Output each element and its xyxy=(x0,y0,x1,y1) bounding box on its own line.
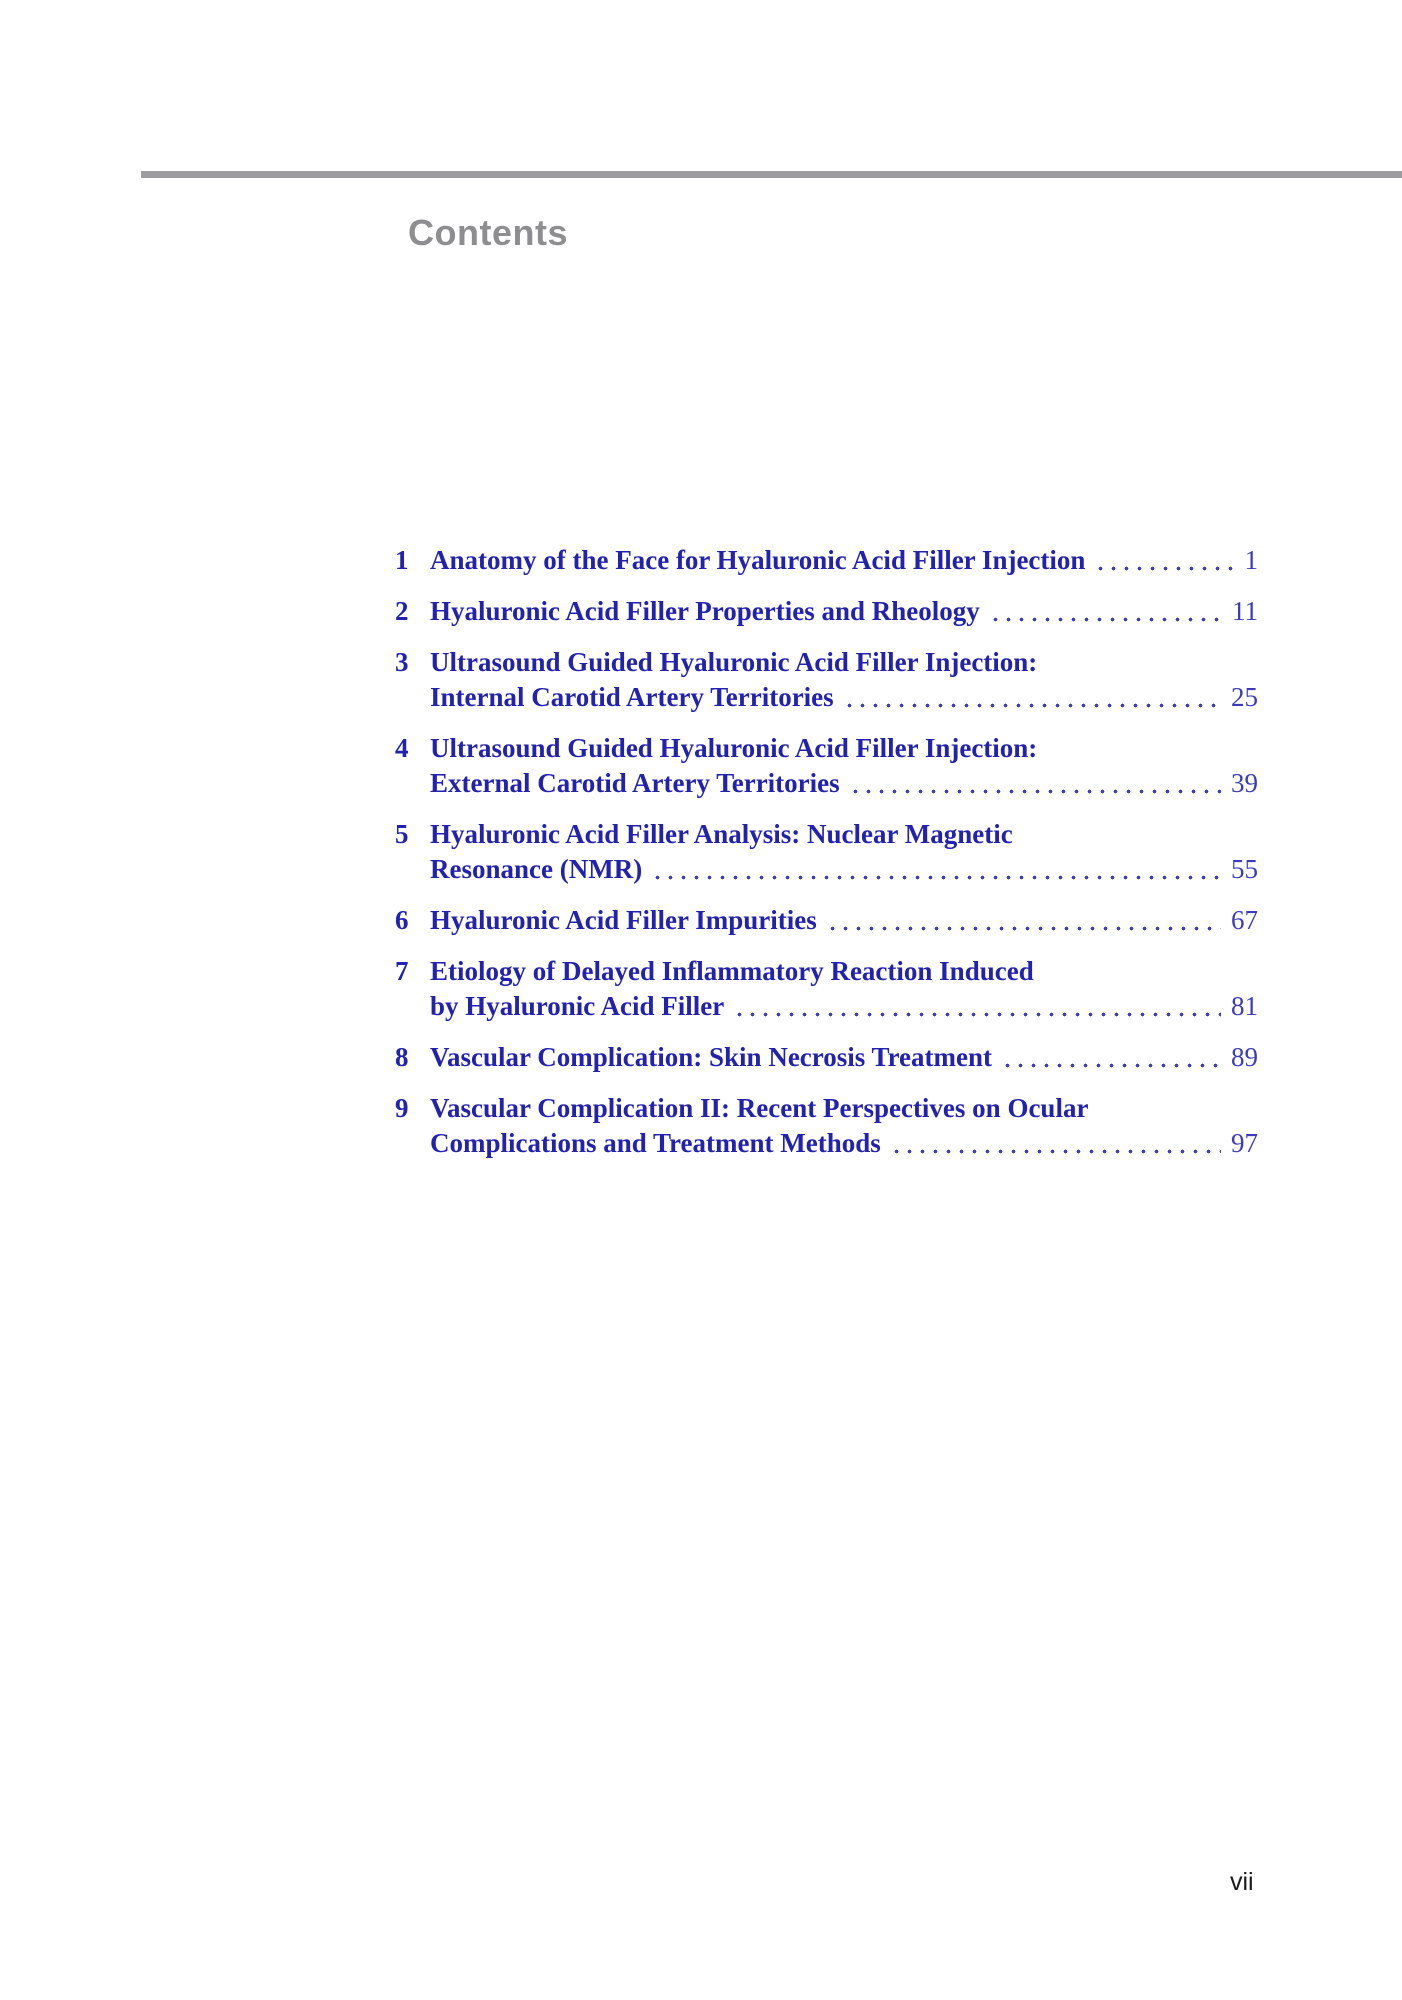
chapter-number: 8 xyxy=(395,1042,409,1072)
chapter-number: 5 xyxy=(395,819,409,849)
chapter-number: 4 xyxy=(395,733,409,763)
page-number: 55 xyxy=(1231,854,1258,884)
chapter-title: Hyaluronic Acid Filler Properties and Rheology xyxy=(430,596,980,626)
chapter-title-line1: Vascular Complication II: Recent Perspectives on Ocular xyxy=(430,1093,1089,1123)
chapter-title: Hyaluronic Acid Filler Impurities xyxy=(430,905,817,935)
chapter-title: Resonance (NMR) xyxy=(430,854,643,884)
toc-entry-2[interactable] xyxy=(395,594,1258,629)
page-number: 11 xyxy=(1232,596,1258,626)
toc-entry-4[interactable] xyxy=(395,731,1258,801)
chapter-title-line1: Hyaluronic Acid Filler Analysis: Nuclear Magnetic xyxy=(430,819,1013,849)
dot-leader xyxy=(1001,1063,1221,1068)
toc-entry-9[interactable] xyxy=(395,1091,1258,1161)
dot-leader xyxy=(890,1149,1221,1154)
page-number: 97 xyxy=(1231,1128,1258,1158)
table-of-contents xyxy=(395,543,1258,1177)
page-number: 81 xyxy=(1231,991,1258,1021)
toc-entry-6[interactable] xyxy=(395,903,1258,938)
chapter-title-line1: Ultrasound Guided Hyaluronic Acid Filler Injection: xyxy=(430,733,1038,763)
toc-entry-3[interactable] xyxy=(395,645,1258,715)
dot-leader xyxy=(843,703,1221,708)
folio-page-number: vii xyxy=(1230,1868,1254,1896)
dot-leader xyxy=(651,875,1221,880)
chapter-number: 7 xyxy=(395,956,409,986)
dot-leader xyxy=(989,617,1222,622)
toc-entry-1[interactable] xyxy=(395,543,1258,578)
toc-entry-7[interactable] xyxy=(395,954,1258,1024)
page-number: 1 xyxy=(1244,545,1258,575)
chapter-title: Complications and Treatment Methods xyxy=(430,1128,881,1158)
dot-leader xyxy=(733,1012,1221,1017)
chapter-number: 3 xyxy=(395,647,409,677)
toc-entry-8[interactable] xyxy=(395,1040,1258,1075)
dot-leader xyxy=(849,789,1221,794)
chapter-title: External Carotid Artery Territories xyxy=(430,768,840,798)
chapter-title-line1: Etiology of Delayed Inflammatory Reaction Induced xyxy=(430,956,1034,986)
chapter-title: Vascular Complication: Skin Necrosis Treatment xyxy=(430,1042,993,1072)
page-number: 67 xyxy=(1231,905,1258,935)
chapter-number: 2 xyxy=(395,596,409,626)
page-number: 39 xyxy=(1231,768,1258,798)
chapter-title: Anatomy of the Face for Hyaluronic Acid Filler Injection xyxy=(430,545,1086,575)
toc-entry-5[interactable] xyxy=(395,817,1258,887)
chapter-title: by Hyaluronic Acid Filler xyxy=(430,991,725,1021)
chapter-number: 9 xyxy=(395,1093,409,1123)
chapter-number: 6 xyxy=(395,905,409,935)
dot-leader xyxy=(1094,566,1234,571)
header-rule xyxy=(141,171,1402,178)
page-number: 25 xyxy=(1231,682,1258,712)
chapter-title: Internal Carotid Artery Territories xyxy=(430,682,834,712)
dot-leader xyxy=(826,926,1221,931)
chapter-title-line1: Ultrasound Guided Hyaluronic Acid Filler Injection: xyxy=(430,647,1038,677)
page-title: Contents xyxy=(408,212,568,253)
chapter-number: 1 xyxy=(395,545,409,575)
page-number: 89 xyxy=(1231,1042,1258,1072)
